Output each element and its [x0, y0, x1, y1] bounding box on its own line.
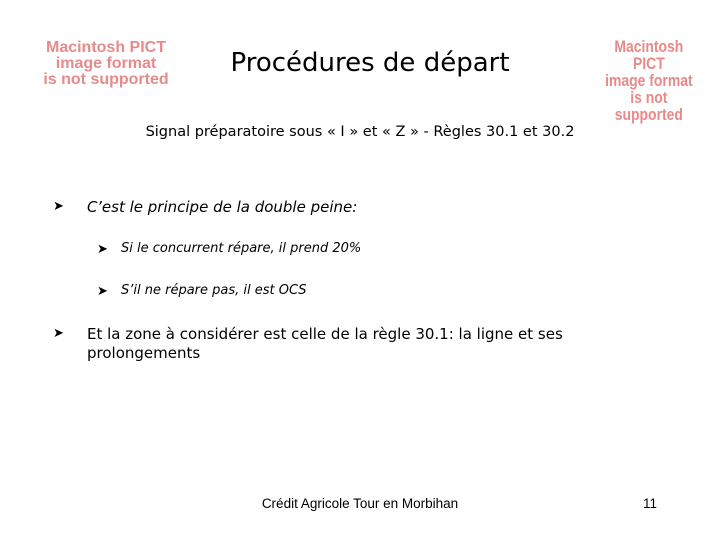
bullet-text: Et la zone à considérer est celle de la règle 30.1: la ligne et ses prolongements	[87, 325, 563, 362]
pict-placeholder-line: Macintosh PICT	[45, 39, 166, 56]
sub-bullet-text: Si le concurrent répare, il prend 20%	[121, 241, 362, 256]
pict-placeholder-line: Macintosh PICT	[614, 37, 684, 73]
slide-subtitle: Signal préparatoire sous « I » et « Z » - Règles 30.1 et 30.2	[145, 124, 575, 140]
pict-placeholder-line: image format	[55, 55, 157, 72]
pict-placeholder-line: image format	[605, 71, 693, 90]
pict-placeholder-line: is not supported	[43, 71, 169, 88]
pict-placeholder-line: is not supported	[614, 88, 683, 124]
bullet-text: C’est le principe de la double peine:	[87, 198, 358, 216]
sub-bullet-item	[97, 241, 361, 257]
pict-placeholder-right	[598, 38, 700, 123]
arrow-bullet-icon: ➤	[97, 284, 108, 299]
sub-bullet-item	[97, 283, 307, 299]
bullet-item	[53, 325, 593, 363]
slide-title: Procédures de départ	[230, 48, 510, 78]
page-number: 11	[642, 496, 657, 511]
slide-footer: Crédit Agricole Tour en Morbihan	[261, 496, 459, 511]
bullet-item	[53, 198, 357, 216]
arrow-bullet-icon: ➤	[53, 326, 64, 341]
arrow-bullet-icon: ➤	[97, 242, 108, 257]
pict-placeholder-left	[32, 40, 180, 88]
arrow-bullet-icon: ➤	[53, 199, 64, 214]
sub-bullet-text: S’il ne répare pas, il est OCS	[121, 283, 307, 298]
